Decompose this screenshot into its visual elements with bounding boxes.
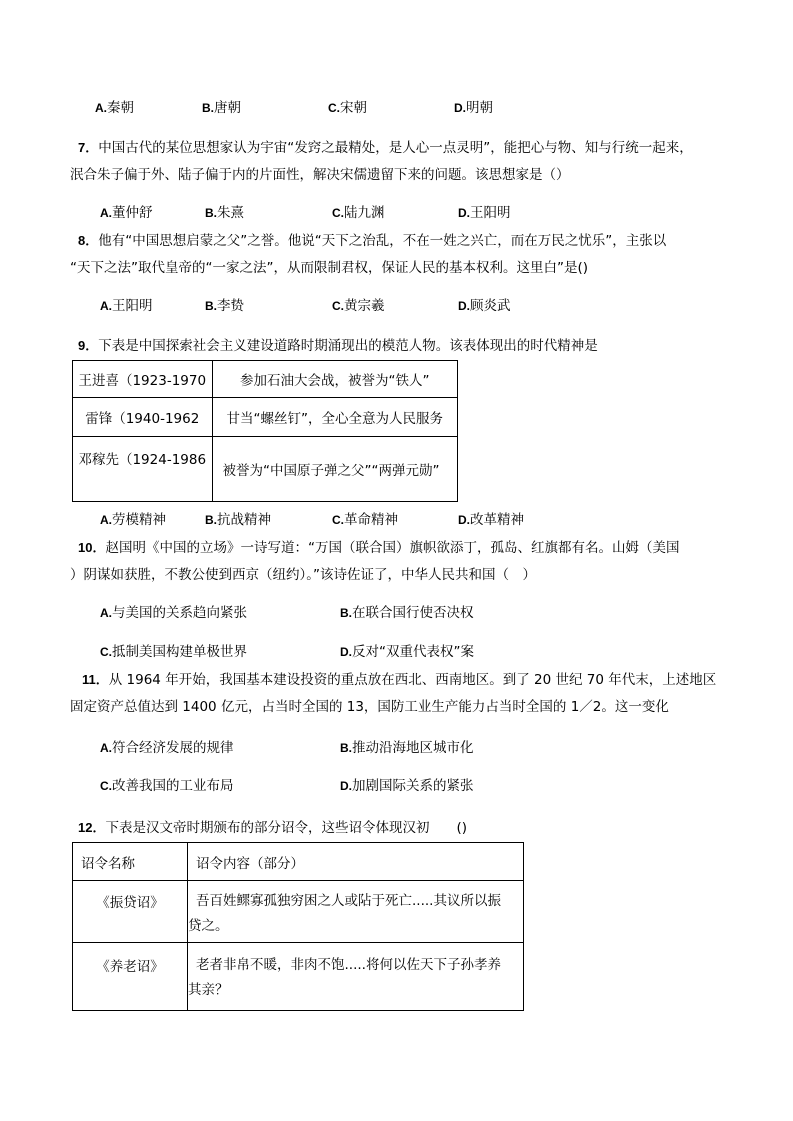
option-text: 顾炎武 bbox=[470, 298, 511, 314]
table-row bbox=[73, 398, 458, 437]
q9-option-a bbox=[100, 508, 166, 528]
q8-option-d bbox=[458, 294, 511, 314]
question-text: 赵国明《中国的立场》一诗写道：“万国（联合国）旗帜欲添丁，孤岛、红旗都有名。山姆（美国 bbox=[105, 540, 680, 556]
option-text: 反对“双重代表权”案 bbox=[352, 644, 474, 660]
option-letter: C. bbox=[100, 779, 112, 793]
q7-option-c bbox=[332, 201, 385, 221]
q10-option-a bbox=[100, 601, 247, 621]
table-cell-name: 雷锋（1940-1962 bbox=[73, 398, 213, 437]
q9-stem-line1 bbox=[78, 334, 598, 354]
content-line: 吾百姓鳏寡孤独穷困之人或阽于死亡.....其议所以振 bbox=[196, 893, 501, 909]
option-text: 秦朝 bbox=[107, 100, 134, 116]
table-cell-name: 《振贷诏》 bbox=[73, 881, 188, 943]
option-letter: D. bbox=[458, 299, 470, 313]
option-letter: A. bbox=[100, 299, 112, 313]
option-text: 改革精神 bbox=[470, 512, 524, 528]
content-line: 贷之。 bbox=[188, 918, 229, 934]
question-number: 10． bbox=[78, 540, 106, 555]
option-letter: A. bbox=[100, 513, 112, 527]
table-header-content: 诏令内容（部分） bbox=[188, 843, 524, 881]
option-letter: C. bbox=[332, 206, 344, 220]
option-letter: A. bbox=[100, 606, 112, 620]
question-number: 11． bbox=[82, 672, 109, 687]
option-text: 黄宗羲 bbox=[344, 298, 385, 314]
option-text: 推动沿海地区城市化 bbox=[352, 740, 474, 756]
option-text: 劳模精神 bbox=[112, 512, 166, 528]
option-text: 抗战精神 bbox=[217, 512, 271, 528]
q11-option-d bbox=[340, 774, 474, 794]
option-letter: C. bbox=[328, 101, 340, 115]
table-cell-name: 王进喜（1923-1970 bbox=[73, 361, 213, 398]
q10-option-b bbox=[340, 601, 474, 621]
q10-option-c bbox=[100, 640, 247, 660]
q7-option-d bbox=[458, 201, 511, 221]
q9-option-d bbox=[458, 508, 524, 528]
q12-table bbox=[72, 842, 524, 1011]
option-text: 与美国的关系趋向紧张 bbox=[112, 605, 247, 621]
option-text: 唐朝 bbox=[214, 100, 241, 116]
table-cell-name: 《养老诏》 bbox=[73, 943, 188, 1011]
table-cell-desc: 被誉为“中国原子弹之父”“两弹元勋” bbox=[212, 437, 457, 502]
table-row bbox=[73, 361, 458, 398]
table-cell-name: 邓稼先（1924-1986 bbox=[73, 437, 213, 502]
option-text: 王阳明 bbox=[470, 205, 511, 221]
option-letter: C. bbox=[332, 513, 344, 527]
table-row bbox=[73, 943, 524, 1011]
option-letter: B. bbox=[202, 101, 214, 115]
option-text: 抵制美国构建单极世界 bbox=[112, 644, 247, 660]
question-number: 12． bbox=[78, 820, 106, 835]
q8-stem-line2: “天下之法”取代皇帝的“一家之法”，从而限制君权，保证人民的基本权利。这里白”是() bbox=[70, 260, 589, 276]
content-line: 老者非帛不暖，非肉不饱.....将何以佐天下子孙孝养 bbox=[196, 957, 501, 973]
q11-option-a bbox=[100, 736, 234, 756]
q7-option-a bbox=[100, 201, 153, 221]
q12-stem-line1 bbox=[78, 816, 467, 836]
q9-option-b bbox=[205, 508, 271, 528]
question-number: 7． bbox=[78, 140, 99, 155]
question-number: 9． bbox=[78, 338, 99, 353]
q6-option-d bbox=[454, 96, 493, 116]
option-text: 革命精神 bbox=[344, 512, 398, 528]
q6-option-a bbox=[95, 96, 134, 116]
q8-option-c bbox=[332, 294, 385, 314]
option-text: 陆九渊 bbox=[344, 205, 385, 221]
option-letter: D. bbox=[340, 645, 352, 659]
option-letter: B. bbox=[205, 206, 217, 220]
q6-option-c bbox=[328, 96, 367, 116]
q7-option-b bbox=[205, 201, 244, 221]
option-text: 改善我国的工业布局 bbox=[112, 778, 234, 794]
content-line: 其亲？ bbox=[188, 982, 229, 998]
table-header-row bbox=[73, 843, 524, 881]
option-text: 加剧国际关系的紧张 bbox=[352, 778, 474, 794]
q7-stem-line1 bbox=[78, 136, 693, 156]
q11-option-b bbox=[340, 736, 474, 756]
option-letter: D. bbox=[458, 513, 470, 527]
table-cell-content bbox=[188, 943, 524, 1011]
option-text: 董仲舒 bbox=[112, 205, 153, 221]
q8-stem-line1 bbox=[78, 229, 666, 249]
question-text: 从 1964 年开始，我国基本建设投资的重点放在西北、西南地区。到了 20 世纪 70 年代末，上述地区 bbox=[108, 672, 717, 688]
option-letter: C. bbox=[332, 299, 344, 313]
option-letter: A. bbox=[95, 101, 107, 115]
q10-option-d bbox=[340, 640, 474, 660]
option-letter: B. bbox=[340, 741, 352, 755]
option-letter: A. bbox=[100, 741, 112, 755]
q11-stem-line1 bbox=[82, 668, 716, 688]
question-text: 中国古代的某位思想家认为宇宙“发窍之最精处，是人心一点灵明”，能把心与物、知与行统一起来， bbox=[98, 140, 693, 156]
table-header-name: 诏令名称 bbox=[73, 843, 188, 881]
q10-stem-line2: ）阴谋如获胜，不教公使到西京（纽约）。”该诗佐证了，中华人民共和国（ ） bbox=[70, 567, 536, 583]
q11-option-c bbox=[100, 774, 234, 794]
option-text: 李贽 bbox=[217, 298, 244, 314]
table-row bbox=[73, 437, 458, 502]
q6-option-b bbox=[202, 96, 241, 116]
question-text: 他有“中国思想启蒙之父”之誉。他说“天下之治乱，不在一姓之兴亡，而在万民之忧乐”，主张以 bbox=[98, 233, 667, 249]
q11-stem-line2: 固定资产总值达到 1400 亿元，占当时全国的 13，国防工业生产能力占当时全国的 1／2。这一变化 bbox=[70, 699, 669, 715]
option-text: 朱熹 bbox=[217, 205, 244, 221]
q9-option-c bbox=[332, 508, 398, 528]
q9-table bbox=[72, 360, 458, 502]
question-number: 8． bbox=[78, 233, 99, 248]
option-letter: B. bbox=[205, 299, 217, 313]
option-letter: C. bbox=[100, 645, 112, 659]
q10-stem-line1 bbox=[78, 536, 679, 556]
question-text: 下表是中国探索社会主义建设道路时期涌现出的模范人物。该表体现出的时代精神是 bbox=[98, 338, 598, 354]
option-text: 宋朝 bbox=[340, 100, 367, 116]
option-text: 符合经济发展的规律 bbox=[112, 740, 234, 756]
option-letter: D. bbox=[458, 206, 470, 220]
option-letter: D. bbox=[454, 101, 466, 115]
option-letter: D. bbox=[340, 779, 352, 793]
q8-option-b bbox=[205, 294, 244, 314]
option-letter: A. bbox=[100, 206, 112, 220]
q8-option-a bbox=[100, 294, 153, 314]
table-row bbox=[73, 881, 524, 943]
table-cell-desc: 参加石油大会战，被誉为“铁人” bbox=[212, 361, 457, 398]
option-letter: B. bbox=[205, 513, 217, 527]
option-letter: B. bbox=[340, 606, 352, 620]
table-cell-desc: 甘当“螺丝钉”，全心全意为人民服务 bbox=[212, 398, 457, 437]
option-text: 在联合国行使否决权 bbox=[352, 605, 474, 621]
q7-stem-line2: 泯合朱子偏于外、陆子偏于内的片面性，解决宋儒遗留下来的问题。该思想家是（） bbox=[70, 167, 570, 183]
option-text: 王阳明 bbox=[112, 298, 153, 314]
option-text: 明朝 bbox=[466, 100, 493, 116]
question-text: 下表是汉文帝时期颁布的部分诏令，这些诏令体现汉初 () bbox=[105, 820, 468, 836]
table-cell-content bbox=[188, 881, 524, 943]
